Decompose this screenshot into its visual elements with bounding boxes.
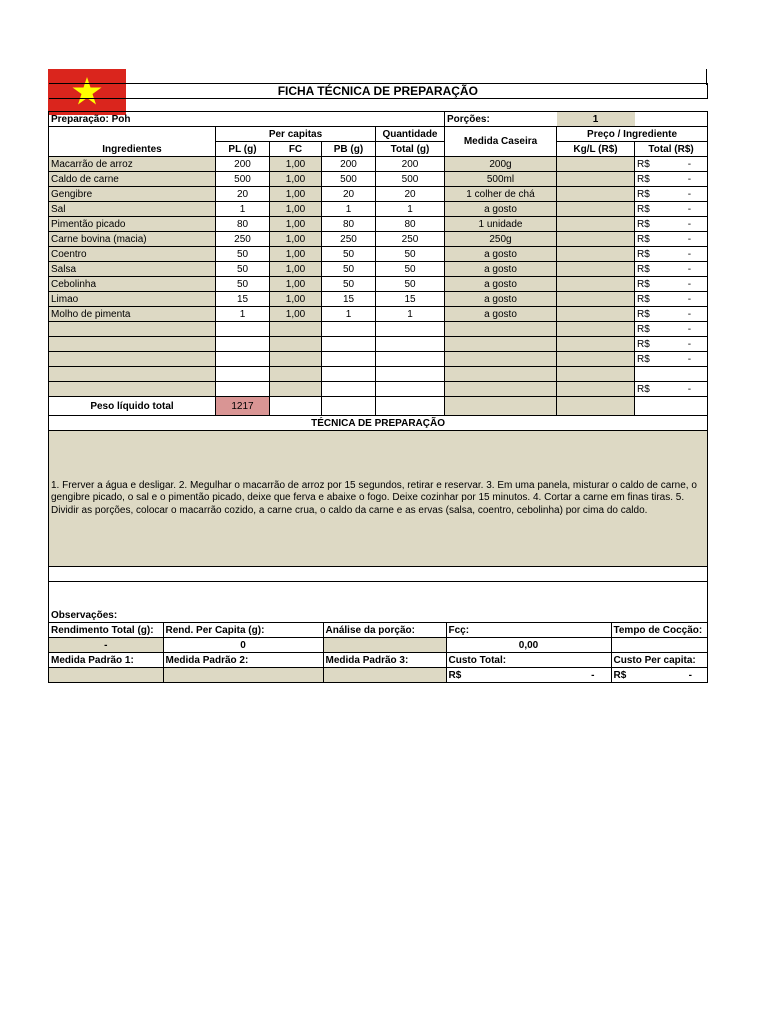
- ingredient-fc[interactable]: 1,00: [270, 277, 322, 292]
- header-pl: PL (g): [216, 142, 270, 157]
- ingredient-total-rs[interactable]: [635, 382, 708, 397]
- ingredient-medida[interactable]: a gosto: [445, 307, 557, 322]
- ingredient-total[interactable]: 50: [376, 277, 445, 292]
- porcoes-label: Porções:: [445, 112, 557, 127]
- currency-value: -: [687, 203, 692, 215]
- ingredient-medida[interactable]: a gosto: [445, 202, 557, 217]
- ingredient-total-rs[interactable]: [635, 277, 708, 292]
- ingredient-pb[interactable]: [322, 352, 376, 367]
- porcoes-spacer: [635, 112, 708, 127]
- footer-table: [49, 623, 708, 682]
- ingredient-pl[interactable]: 1: [216, 202, 270, 217]
- empty-cell: [376, 397, 445, 416]
- ingredient-pb[interactable]: [322, 382, 376, 397]
- ingredient-total-rs[interactable]: [635, 157, 708, 172]
- peso-liquido-label: Peso líquido total: [49, 397, 216, 416]
- ingredient-name[interactable]: [49, 382, 216, 397]
- ingredient-total-rs[interactable]: [635, 352, 708, 367]
- currency-value: -: [687, 248, 692, 260]
- ingredient-name[interactable]: [49, 352, 216, 367]
- ingredient-kgl[interactable]: [557, 202, 635, 217]
- ingredient-medida[interactable]: a gosto: [445, 262, 557, 277]
- ingredient-total-rs[interactable]: [635, 172, 708, 187]
- rend-capita-value[interactable]: 0: [163, 638, 323, 653]
- currency-symbol: R$: [637, 248, 650, 260]
- ingredient-medida[interactable]: [445, 367, 557, 382]
- ingredient-kgl[interactable]: [557, 247, 635, 262]
- header-ingredientes: Ingredientes: [49, 127, 216, 157]
- currency-value: -: [687, 158, 692, 170]
- ingredient-total-rs[interactable]: [635, 187, 708, 202]
- ingredient-total-rs[interactable]: [635, 217, 708, 232]
- ingredient-row: [49, 382, 708, 397]
- ingredient-total[interactable]: 80: [376, 217, 445, 232]
- ingredient-total-rs[interactable]: [635, 322, 708, 337]
- rend-capita-label: Rend. Per Capita (g):: [163, 623, 323, 638]
- currency-value: -: [591, 669, 595, 681]
- ingredient-pl[interactable]: [216, 337, 270, 352]
- ingredient-row: [49, 217, 708, 232]
- ingredient-total[interactable]: 500: [376, 172, 445, 187]
- ingredient-pb[interactable]: 250: [322, 232, 376, 247]
- ingredient-row: [49, 307, 708, 322]
- header-medida-caseira: Medida Caseira: [445, 127, 557, 157]
- currency-value: -: [687, 218, 692, 230]
- sheet-title: FICHA TÉCNICA DE PREPARAÇÃO: [49, 84, 708, 99]
- rendimento-value[interactable]: -: [49, 638, 163, 653]
- ingredient-kgl[interactable]: [557, 382, 635, 397]
- empty-cell: [635, 397, 708, 416]
- currency-symbol: R$: [448, 669, 462, 681]
- tempo-label: Tempo de Cocção:: [611, 623, 708, 638]
- ingredient-pl[interactable]: 50: [216, 247, 270, 262]
- ingredient-pb[interactable]: 50: [322, 262, 376, 277]
- header-preco-ingrediente: Preço / Ingrediente: [557, 127, 708, 142]
- ingredient-kgl[interactable]: [557, 352, 635, 367]
- ingredient-fc[interactable]: 1,00: [270, 262, 322, 277]
- ingredient-total[interactable]: 250: [376, 232, 445, 247]
- blank-row: [49, 582, 708, 609]
- header-fc: FC: [270, 142, 322, 157]
- custo-total-label: Custo Total:: [446, 653, 611, 668]
- ingredient-total[interactable]: 200: [376, 157, 445, 172]
- ingredient-row: [49, 262, 708, 277]
- blank-row: [49, 567, 708, 582]
- ingredient-name[interactable]: Macarrão de arroz: [49, 157, 216, 172]
- ingredient-kgl[interactable]: [557, 172, 635, 187]
- ingredient-pl[interactable]: 15: [216, 292, 270, 307]
- ingredient-name[interactable]: [49, 337, 216, 352]
- medida1-label: Medida Padrão 1:: [49, 653, 163, 668]
- ingredient-pb[interactable]: 200: [322, 157, 376, 172]
- ingredient-name[interactable]: Salsa: [49, 262, 216, 277]
- currency-symbol: R$: [637, 293, 650, 305]
- tecnica-text[interactable]: 1. Frerver a água e desligar. 2. Megulhar o macarrão de arroz por 15 segundos, retirar e reservar. 3. Em uma panela, misturar o caldo de carne, o gengibre picado, o sal e o pimentão picado, deixe que ferva e abaixe o fogo. Deixe cozinhar por 15 minutos. 4. Cortar a carne em finas tiras. 5. Dividir as porções, colocar o macarrão cozido, a carne crua, o caldo da carne e as ervas (salsa, coentro, cebolinha) por cima do caldo.: [49, 431, 708, 567]
- ingredient-pl[interactable]: [216, 382, 270, 397]
- ingredient-total-rs[interactable]: [635, 262, 708, 277]
- ingredient-pb[interactable]: 1: [322, 307, 376, 322]
- ingredient-pl[interactable]: [216, 322, 270, 337]
- analise-value[interactable]: [323, 638, 446, 653]
- peso-liquido-value[interactable]: 1217: [216, 397, 270, 416]
- fcc-value[interactable]: 0,00: [446, 638, 611, 653]
- ingredient-fc[interactable]: 1,00: [270, 232, 322, 247]
- observacoes-label: Observações:: [49, 608, 708, 623]
- ingredient-fc[interactable]: [270, 322, 322, 337]
- ingredient-medida[interactable]: [445, 322, 557, 337]
- ingredient-medida[interactable]: 1 unidade: [445, 217, 557, 232]
- main-table: [48, 83, 708, 683]
- custo-total-value[interactable]: [446, 668, 611, 683]
- ingredient-total[interactable]: 15: [376, 292, 445, 307]
- currency-symbol: R$: [637, 338, 650, 350]
- header-quantidade: Quantidade: [376, 127, 445, 142]
- currency-value: -: [687, 173, 692, 185]
- ingredient-fc[interactable]: [270, 352, 322, 367]
- ingredient-pl[interactable]: 80: [216, 217, 270, 232]
- ingredient-medida[interactable]: [445, 337, 557, 352]
- ingredient-pb[interactable]: 15: [322, 292, 376, 307]
- currency-symbol: R$: [613, 669, 627, 681]
- currency-value: -: [688, 669, 692, 681]
- ingredient-row: [49, 322, 708, 337]
- currency-symbol: R$: [637, 263, 650, 275]
- ingredient-total[interactable]: 50: [376, 262, 445, 277]
- currency-value: -: [687, 233, 692, 245]
- ingredient-pl[interactable]: 500: [216, 172, 270, 187]
- header-per-capitas: Per capitas: [216, 127, 376, 142]
- ingredient-row: [49, 187, 708, 202]
- ingredient-pl[interactable]: 50: [216, 262, 270, 277]
- currency-symbol: R$: [637, 308, 650, 320]
- ingredient-pb[interactable]: 500: [322, 172, 376, 187]
- ingredient-medida[interactable]: 500ml: [445, 172, 557, 187]
- ingredient-name[interactable]: [49, 322, 216, 337]
- ingredient-row: [49, 337, 708, 352]
- ingredient-total[interactable]: 20: [376, 187, 445, 202]
- ingredient-kgl[interactable]: [557, 157, 635, 172]
- ingredient-pb[interactable]: 80: [322, 217, 376, 232]
- ingredient-medida[interactable]: [445, 352, 557, 367]
- ingredient-kgl[interactable]: [557, 277, 635, 292]
- ingredient-pl[interactable]: [216, 352, 270, 367]
- ingredient-medida[interactable]: 250g: [445, 232, 557, 247]
- ingredient-total-rs[interactable]: [635, 307, 708, 322]
- currency-value: -: [687, 308, 692, 320]
- ingredient-fc[interactable]: 1,00: [270, 307, 322, 322]
- ingredient-name[interactable]: Coentro: [49, 247, 216, 262]
- ingredient-pb[interactable]: 50: [322, 277, 376, 292]
- ingredient-kgl[interactable]: [557, 292, 635, 307]
- currency-value: -: [687, 293, 692, 305]
- tecnica-label: TÉCNICA DE PREPARAÇÃO: [49, 416, 708, 431]
- medida3-label: Medida Padrão 3:: [323, 653, 446, 668]
- currency-symbol: R$: [637, 323, 650, 335]
- ingredient-fc[interactable]: 1,00: [270, 202, 322, 217]
- currency-symbol: R$: [637, 203, 650, 215]
- ingredient-kgl[interactable]: [557, 307, 635, 322]
- ingredient-name[interactable]: Sal: [49, 202, 216, 217]
- empty-cell: [270, 397, 322, 416]
- ingredient-fc[interactable]: 1,00: [270, 217, 322, 232]
- ingredient-fc[interactable]: 1,00: [270, 292, 322, 307]
- currency-symbol: R$: [637, 383, 650, 395]
- ingredient-medida[interactable]: a gosto: [445, 292, 557, 307]
- ingredient-row: [49, 367, 708, 382]
- ingredient-total[interactable]: [376, 352, 445, 367]
- preparacao-label: Preparação: Poh: [49, 112, 445, 127]
- ingredient-name[interactable]: Caldo de carne: [49, 172, 216, 187]
- custo-capita-value[interactable]: [611, 668, 708, 683]
- medida3-value[interactable]: [323, 668, 446, 683]
- ingredient-row: [49, 157, 708, 172]
- currency-symbol: R$: [637, 173, 650, 185]
- currency-value: -: [687, 338, 692, 350]
- medida1-value[interactable]: [49, 668, 163, 683]
- header-total-rs: Total (R$): [635, 142, 708, 157]
- medida2-label: Medida Padrão 2:: [163, 653, 323, 668]
- ingredient-name[interactable]: Cebolinha: [49, 277, 216, 292]
- ingredient-total-rs[interactable]: [635, 232, 708, 247]
- currency-value: -: [687, 353, 692, 365]
- ingredient-pl[interactable]: [216, 367, 270, 382]
- medida2-value[interactable]: [163, 668, 323, 683]
- ingredient-kgl[interactable]: [557, 337, 635, 352]
- ingredient-name[interactable]: [49, 367, 216, 382]
- ingredient-fc[interactable]: 1,00: [270, 172, 322, 187]
- ingredient-row: [49, 277, 708, 292]
- ingredient-medida[interactable]: a gosto: [445, 247, 557, 262]
- ingredient-name[interactable]: Molho de pimenta: [49, 307, 216, 322]
- porcoes-value[interactable]: 1: [557, 112, 635, 127]
- ingredient-pb[interactable]: [322, 367, 376, 382]
- currency-symbol: R$: [637, 158, 650, 170]
- ingredient-total[interactable]: 1: [376, 307, 445, 322]
- analise-label: Análise da porção:: [323, 623, 446, 638]
- ingredient-fc[interactable]: [270, 337, 322, 352]
- ingredient-pl[interactable]: 50: [216, 277, 270, 292]
- ingredient-name[interactable]: Limao: [49, 292, 216, 307]
- ingredient-row: [49, 202, 708, 217]
- ingredient-fc[interactable]: 1,00: [270, 187, 322, 202]
- ingredient-medida[interactable]: 1 colher de chá: [445, 187, 557, 202]
- currency-symbol: R$: [637, 353, 650, 365]
- ingredient-fc[interactable]: 1,00: [270, 247, 322, 262]
- empty-cell: [445, 397, 557, 416]
- ingredient-medida[interactable]: 200g: [445, 157, 557, 172]
- ingredient-kgl[interactable]: [557, 367, 635, 382]
- rendimento-label: Rendimento Total (g):: [49, 623, 163, 638]
- ingredient-total-rs[interactable]: [635, 292, 708, 307]
- ingredient-pl[interactable]: 250: [216, 232, 270, 247]
- ingredient-kgl[interactable]: [557, 217, 635, 232]
- empty-cell: [322, 397, 376, 416]
- ingredient-pl[interactable]: 20: [216, 187, 270, 202]
- ingredient-name[interactable]: Pimentão picado: [49, 217, 216, 232]
- ingredient-kgl[interactable]: [557, 322, 635, 337]
- ingredient-pb[interactable]: [322, 322, 376, 337]
- footer-row-1: [49, 623, 708, 683]
- tempo-value[interactable]: [611, 638, 708, 653]
- ingredient-total[interactable]: [376, 367, 445, 382]
- currency-symbol: R$: [637, 188, 650, 200]
- custo-capita-label: Custo Per capita:: [611, 653, 708, 668]
- ingredient-row: [49, 352, 708, 367]
- ingredient-fc[interactable]: [270, 382, 322, 397]
- ingredient-fc[interactable]: 1,00: [270, 157, 322, 172]
- header-total-g: Total (g): [376, 142, 445, 157]
- ingredient-pb[interactable]: 50: [322, 247, 376, 262]
- ingredient-kgl[interactable]: [557, 232, 635, 247]
- currency-value: -: [687, 188, 692, 200]
- ingredient-pl[interactable]: 200: [216, 157, 270, 172]
- ingredient-total-rs[interactable]: [635, 247, 708, 262]
- currency-value: -: [687, 278, 692, 290]
- ingredient-row: [49, 292, 708, 307]
- spacer-row: [49, 99, 708, 112]
- ingredient-total[interactable]: 50: [376, 247, 445, 262]
- currency-symbol: R$: [637, 233, 650, 245]
- ingredient-pl[interactable]: 1: [216, 307, 270, 322]
- fcc-label: Fcç:: [446, 623, 611, 638]
- ingredient-row: [49, 247, 708, 262]
- currency-value: -: [687, 323, 692, 335]
- ingredient-pb[interactable]: [322, 337, 376, 352]
- ingredient-row: [49, 232, 708, 247]
- ingredient-medida[interactable]: [445, 382, 557, 397]
- ingredient-total[interactable]: [376, 337, 445, 352]
- ingredient-total-rs[interactable]: [635, 367, 708, 382]
- currency-value: -: [687, 383, 692, 395]
- empty-cell: [557, 397, 635, 416]
- ingredient-name[interactable]: Gengibre: [49, 187, 216, 202]
- ingredient-total[interactable]: [376, 322, 445, 337]
- ingredient-total-rs[interactable]: [635, 337, 708, 352]
- currency-value: -: [687, 263, 692, 275]
- ingredient-name[interactable]: Carne bovina (macia): [49, 232, 216, 247]
- ingredient-kgl[interactable]: [557, 187, 635, 202]
- currency-symbol: R$: [637, 278, 650, 290]
- ingredient-pb[interactable]: 1: [322, 202, 376, 217]
- ingredient-fc[interactable]: [270, 367, 322, 382]
- currency-symbol: R$: [637, 218, 650, 230]
- ingredient-total[interactable]: [376, 382, 445, 397]
- header-kgl: Kg/L (R$): [557, 142, 635, 157]
- ingredient-row: [49, 172, 708, 187]
- ingredient-medida[interactable]: a gosto: [445, 277, 557, 292]
- ingredient-pb[interactable]: 20: [322, 187, 376, 202]
- header-pb: PB (g): [322, 142, 376, 157]
- ingredient-total-rs[interactable]: [635, 202, 708, 217]
- ingredient-kgl[interactable]: [557, 262, 635, 277]
- ingredient-total[interactable]: 1: [376, 202, 445, 217]
